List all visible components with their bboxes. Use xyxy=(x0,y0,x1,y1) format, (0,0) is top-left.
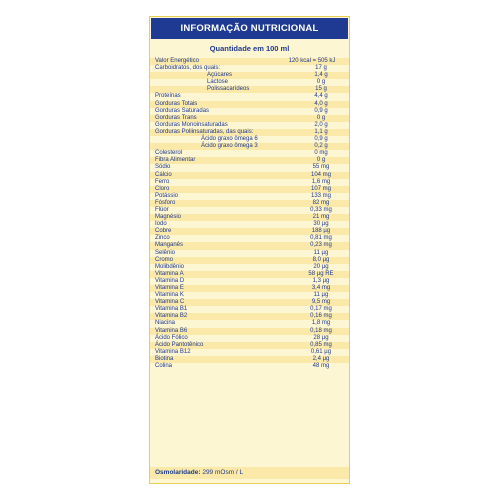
nutrient-value: 0,61 µg xyxy=(310,348,332,355)
nutrient-label: Açúcares xyxy=(207,72,233,79)
nutrient-value: 120 kcal = 505 kJ xyxy=(288,58,336,64)
nutrient-value: 133 mg xyxy=(310,192,331,199)
nutrient-label: Ácido graxo ômega 3 xyxy=(201,143,258,150)
nutrient-value: 0,18 mg xyxy=(310,327,332,334)
nutrient-label: Colesterol xyxy=(155,150,183,157)
nutrient-row xyxy=(150,356,349,363)
nutrient-list xyxy=(150,58,349,370)
nutrient-row xyxy=(150,164,349,171)
nutrient-row xyxy=(150,242,349,249)
nutrition-title: INFORMAÇÃO NUTRICIONAL xyxy=(151,18,348,39)
nutrient-row xyxy=(150,342,349,349)
nutrient-value: 1,6 mg xyxy=(311,178,331,185)
osmolarity-value: 299 mOsm / L xyxy=(202,469,244,476)
nutrition-facts-panel xyxy=(149,16,350,484)
nutrient-row xyxy=(150,221,349,228)
nutrient-row xyxy=(150,86,349,93)
nutrient-row xyxy=(150,335,349,342)
nutrient-label: Gorduras Poliinsaturadas, das quais: xyxy=(155,128,254,135)
nutrient-label: Molibdênio xyxy=(155,263,185,270)
nutrient-label: Proteínas xyxy=(155,93,181,100)
nutrient-row xyxy=(150,143,349,150)
nutrient-value: 30 µg xyxy=(313,221,329,228)
nutrient-value: 55 mg xyxy=(312,164,330,171)
nutrient-row xyxy=(150,299,349,306)
nutrient-row xyxy=(150,214,349,221)
nutrient-row xyxy=(150,172,349,179)
nutrient-label: Valor Energético xyxy=(155,58,199,64)
nutrient-value: 1,8 mg xyxy=(311,320,331,327)
nutrient-value: 0,2 g xyxy=(314,143,328,150)
nutrient-label: Gorduras Totais xyxy=(155,100,198,107)
nutrient-row xyxy=(150,115,349,122)
nutrient-label: Vitamina B1 xyxy=(155,306,188,313)
nutrient-value: 8,0 µg xyxy=(312,256,330,263)
nutrient-row xyxy=(150,306,349,313)
nutrient-label: Ácido graxo ômega 6 xyxy=(201,136,258,143)
nutrient-row xyxy=(150,150,349,157)
nutrient-row xyxy=(150,313,349,320)
nutrient-value: 11 µg xyxy=(313,249,329,256)
nutrient-value: 0,16 mg xyxy=(310,313,332,320)
nutrient-row xyxy=(150,193,349,200)
nutrient-value: 0,17 mg xyxy=(310,306,332,313)
nutrient-label: Niacina xyxy=(155,320,176,327)
nutrient-row xyxy=(150,278,349,285)
nutrient-row xyxy=(150,101,349,108)
nutrient-value: 17 g xyxy=(315,65,327,72)
nutrient-value: 0 mg xyxy=(314,150,328,157)
nutrient-row xyxy=(150,292,349,299)
nutrient-row xyxy=(150,179,349,186)
nutrient-value: 4,0 g xyxy=(314,100,328,107)
nutrient-value: 188 µg xyxy=(311,228,331,235)
nutrient-label: Vitamina B6 xyxy=(155,327,188,334)
nutrient-value: 2,0 g xyxy=(314,121,328,128)
nutrient-value: 15 g xyxy=(315,86,327,93)
nutrient-value: 48 mg xyxy=(312,363,330,370)
nutrient-row xyxy=(150,58,349,65)
nutrient-row xyxy=(150,250,349,257)
nutrient-label: Gorduras Saturadas xyxy=(155,107,210,114)
nutrient-value: 0 g xyxy=(316,79,326,86)
nutrient-value: 1,4 g xyxy=(314,72,328,79)
nutrient-value: 0,9 g xyxy=(314,107,328,114)
nutrient-label: Magnésio xyxy=(155,214,182,221)
nutrient-value: 4,4 g xyxy=(314,93,328,100)
nutrient-row xyxy=(150,79,349,86)
nutrient-value: 0,23 mg xyxy=(310,242,332,249)
nutrient-label: Gorduras Monoinsaturadas xyxy=(155,121,228,128)
nutrient-value: 3,4 mg xyxy=(311,285,331,291)
nutrient-value: 0 g xyxy=(316,114,326,121)
nutrient-row xyxy=(150,200,349,207)
nutrient-row xyxy=(150,93,349,100)
nutrient-row xyxy=(150,122,349,129)
nutrient-label: Vitamina D xyxy=(155,277,185,284)
nutrient-label: Vitamina K xyxy=(155,292,184,299)
nutrient-label: Ferro xyxy=(155,178,170,185)
nutrient-label: Cálcio xyxy=(155,171,172,178)
nutrient-label: Vitamina A xyxy=(155,270,184,277)
nutrient-label: Cobre xyxy=(155,228,172,235)
nutrient-label: Fósforo xyxy=(155,199,176,206)
nutrient-label: Cloro xyxy=(155,185,170,192)
nutrient-value: 0,9 g xyxy=(314,136,328,143)
nutrient-row xyxy=(150,108,349,115)
nutrient-label: Sódio xyxy=(155,164,171,171)
nutrient-value: 21 mg xyxy=(312,214,330,221)
nutrient-value: 58 µg RE xyxy=(308,270,334,277)
nutrient-label: Vitamina B2 xyxy=(155,313,188,320)
nutrient-row xyxy=(150,186,349,193)
nutrient-row xyxy=(150,285,349,292)
nutrient-row xyxy=(150,363,349,370)
nutrient-value: 28 µg xyxy=(313,334,329,341)
nutrient-value: 11 µg xyxy=(313,292,329,299)
nutrient-row xyxy=(150,328,349,335)
nutrient-label: Polissacarídeos xyxy=(207,86,250,93)
nutrient-value: 2,4 µg xyxy=(312,355,330,362)
nutrient-label: Vitamina E xyxy=(155,285,184,291)
nutrient-label: Colina xyxy=(155,363,173,370)
nutrient-row xyxy=(150,257,349,264)
nutrient-row xyxy=(150,264,349,271)
nutrient-label: Ácido Pantotênico xyxy=(155,341,204,348)
nutrient-label: Vitamina B12 xyxy=(155,348,191,355)
osmolarity-row xyxy=(150,467,349,479)
osmolarity-label: Osmolaridade: xyxy=(155,469,201,476)
nutrient-row xyxy=(150,207,349,214)
nutrient-label: Potássio xyxy=(155,192,179,199)
nutrient-value: 9,5 mg xyxy=(311,299,331,306)
nutrient-value: 20 µg xyxy=(313,263,329,270)
nutrient-value: 107 mg xyxy=(310,185,331,192)
nutrient-label: Gorduras Trans xyxy=(155,114,197,121)
nutrient-value: 104 mg xyxy=(310,171,331,178)
nutrient-row xyxy=(150,235,349,242)
nutrient-row xyxy=(150,157,349,164)
nutrient-label: Lactose xyxy=(207,79,229,86)
nutrient-value: 1,3 µg xyxy=(312,277,330,284)
nutrient-label: Selênio xyxy=(155,249,176,256)
nutrient-value: 0,33 mg xyxy=(310,206,332,213)
nutrient-row xyxy=(150,271,349,278)
nutrient-row xyxy=(150,65,349,72)
nutrient-row xyxy=(150,129,349,136)
nutrient-label: Ácido Fólico xyxy=(155,334,188,341)
nutrient-value: 0 g xyxy=(316,157,326,164)
nutrient-row xyxy=(150,320,349,327)
nutrient-label: Zinco xyxy=(155,235,170,242)
nutrient-label: Biotina xyxy=(155,355,174,362)
nutrient-value: 0,81 mg xyxy=(310,235,332,242)
nutrient-label: Manganês xyxy=(155,242,184,249)
nutrient-value: 1,1 g xyxy=(314,128,328,135)
nutrient-label: Iodo xyxy=(155,221,167,228)
nutrient-row xyxy=(150,72,349,79)
nutrient-label: Fibra Alimentar xyxy=(155,157,196,164)
nutrient-label: Cromo xyxy=(155,256,174,263)
nutrient-label: Flúor xyxy=(155,206,169,213)
nutrient-row xyxy=(150,349,349,356)
nutrient-value: 0,85 mg xyxy=(310,341,332,348)
serving-size-label: Quantidade em 100 ml xyxy=(209,44,290,53)
nutrient-value: 82 mg xyxy=(312,199,330,206)
nutrient-row xyxy=(150,228,349,235)
nutrient-label: Carboidratos, dos quais: xyxy=(155,65,221,72)
nutrient-label: Vitamina C xyxy=(155,299,185,306)
